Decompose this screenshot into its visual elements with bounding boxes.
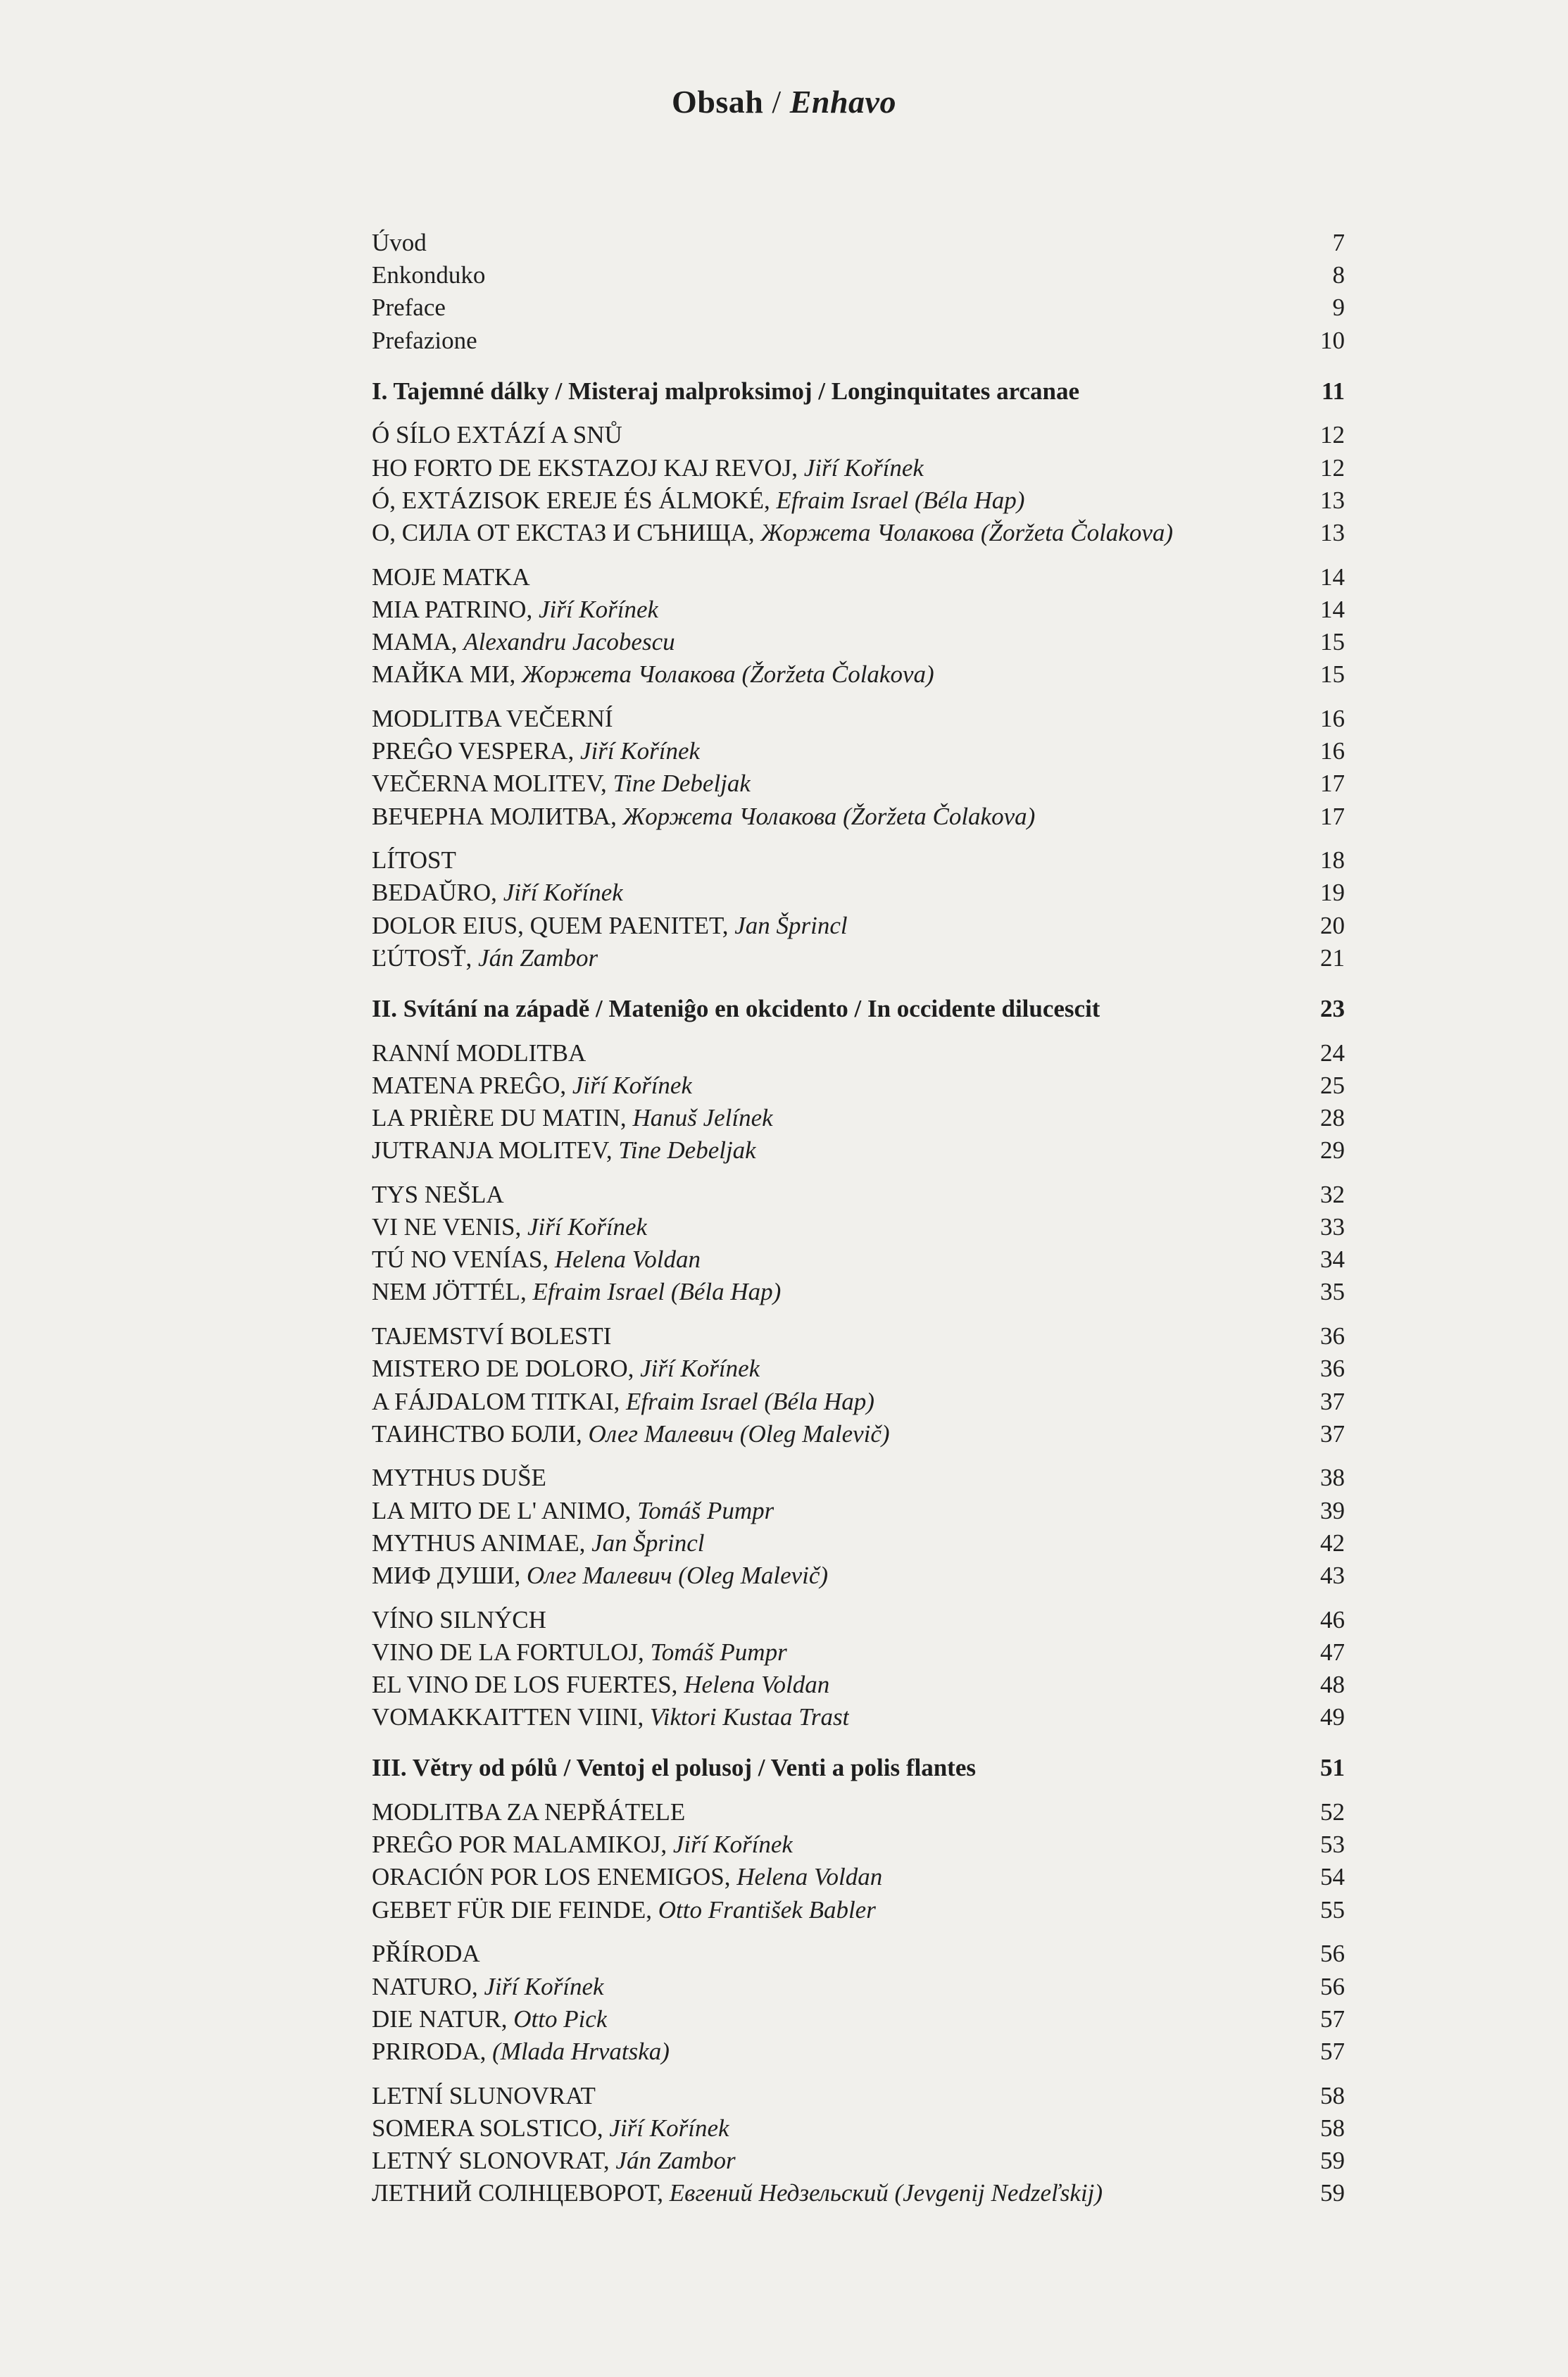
entry-label [372,1179,504,1211]
entry-label [372,325,477,357]
entry-title: ЛЕТНИЙ СОЛНЦЕВОРОТ, [372,2179,670,2207]
section-heading [372,993,1345,1025]
page-number: 53 [1320,1831,1345,1859]
entry-label [372,1211,647,1243]
page-number: 23 [1320,994,1345,1022]
entry-label [372,1070,692,1102]
entry-label [372,703,613,735]
entry-label [372,735,700,767]
toc-entry [372,561,1345,594]
entry-author: Jiří Kořínek [484,1972,604,2000]
entry-label [372,942,598,974]
entry-label [372,1701,849,1733]
toc-entry [372,1560,1345,1592]
toc-entry [372,735,1345,767]
entry-label [372,877,623,909]
page-number: 25 [1320,1071,1345,1099]
entry-label [372,1386,874,1418]
page-number: 24 [1320,1039,1345,1067]
toc-entry [372,1418,1345,1450]
entry-title: VOMAKKAITTEN VIINI, [372,1703,650,1731]
entry-author: Евгений Недзельский (Jevgenij Nedzeľskij) [669,2179,1103,2207]
entry-title: LA PRIÈRE DU MATIN, [372,1104,633,1131]
page-number: 35 [1320,1278,1345,1306]
entry-title: NATURO, [372,1972,484,2000]
entry-title: ĽÚTOSŤ, [372,943,479,972]
entry-label [372,1604,546,1636]
page-number: 17 [1320,802,1345,830]
entry-title: VÍNO SILNÝCH [372,1605,546,1633]
entry-title: ВЕЧЕРНА МОЛИТВА, [372,802,623,830]
entry-label [372,910,848,942]
toc-entry [372,942,1345,974]
entry-author: Ján Zambor [478,943,598,972]
entry-label [372,452,924,484]
toc-entry [372,594,1345,626]
toc-entry [372,1604,1345,1636]
page-number: 37 [1320,1387,1345,1415]
toc-entry [372,626,1345,658]
page-title-main: Obsah [672,84,764,120]
entry-title: TÚ NO VENÍAS, [372,1246,555,1274]
page-number: 36 [1320,1322,1345,1350]
page-number: 34 [1320,1246,1345,1274]
entry-title: DIE NATUR, [372,2005,514,2033]
toc-entry [372,291,1345,324]
entry-author: Alexandru Jacobescu [463,628,675,656]
entry-label [372,259,485,291]
page-number: 13 [1320,486,1345,514]
entry-author: Олег Малевич (Oleg Malevič) [526,1561,829,1589]
page-number: 15 [1320,628,1345,656]
entry-title: Ó, EXTÁZISOK EREJE ÉS ÁLMOKÉ, [372,486,777,514]
spacer [372,974,1345,993]
page-number: 37 [1320,1419,1345,1448]
entry-title: PŘÍRODA [372,1940,480,1968]
toc-entry [372,1527,1345,1560]
page-number: 39 [1320,1496,1345,1524]
entry-label [372,419,622,451]
page-number: 18 [1320,846,1345,874]
spacer [372,2068,1345,2080]
toc-entry [372,1495,1345,1527]
toc-entry [372,2177,1345,2209]
entry-author: Helena Voldan [684,1671,830,1698]
spacer [372,1309,1345,1321]
toc-entry [372,1070,1345,1102]
page-number: 36 [1320,1355,1345,1383]
entry-label [372,1495,774,1527]
toc-entry [372,1701,1345,1733]
section-title [372,993,1100,1025]
entry-title: GEBET FÜR DIE FEINDE, [372,1895,658,1924]
toc-entry [372,1102,1345,1134]
toc-entry [372,844,1345,877]
entry-author: Jiří Kořínek [572,1071,693,1099]
toc-entry [372,2003,1345,2036]
page-number: 59 [1320,2179,1345,2207]
entry-label [372,1276,781,1308]
page-number: 48 [1320,1671,1345,1698]
spacer [372,549,1345,561]
entry-label [372,1938,480,1970]
entry-author: Jiří Kořínek [640,1355,760,1383]
page-number: 28 [1320,1104,1345,1131]
entry-title: JUTRANJA MOLITEV, [372,1136,619,1165]
toc-entry [372,227,1345,259]
entry-title: A FÁJDALOM TITKAI, [372,1387,627,1415]
entry-label [372,2112,729,2145]
entry-title: МАЙКА МИ, [372,660,522,689]
entry-label [372,1636,787,1669]
page-number: 54 [1320,1863,1345,1891]
entry-label [372,291,446,324]
entry-label [372,2036,670,2068]
page-number: 20 [1320,911,1345,939]
page-number: 51 [1320,1754,1345,1782]
page-number: 29 [1320,1136,1345,1165]
entry-author: Jan Šprincl [591,1529,705,1557]
page-number: 49 [1320,1703,1345,1731]
entry-label [372,1243,701,1276]
page-number: 10 [1320,326,1345,354]
page-title [0,83,1568,120]
toc-entry [372,1938,1345,1970]
entry-label [372,1462,546,1494]
entry-title: SOMERA SOLSTICO, [372,2114,610,2142]
entry-label [372,801,1035,833]
page-number: 15 [1320,660,1345,689]
entry-label [372,1669,829,1701]
entry-author: Viktori Kustaa Trast [649,1703,850,1731]
entry-author: Efraim Israel (Béla Hap) [776,486,1025,514]
entry-title: EL VINO DE LOS FUERTES, [372,1671,684,1698]
entry-author: Jiří Kořínek [579,737,701,765]
entry-label [372,1320,611,1353]
entry-author: Jiří Kořínek [672,1831,793,1859]
entry-title: Enkonduko [372,261,486,289]
entry-label [372,1829,793,1861]
toc-entry [372,703,1345,735]
entry-title: DOLOR EIUS, QUEM PAENITET, [372,911,735,939]
entry-title: LA MITO DE L' ANIMO, [372,1496,638,1524]
entry-author: Жоржета Чолакова (Žoržeta Čolakova) [760,519,1174,546]
toc-entry [372,1636,1345,1669]
entry-label [372,594,658,626]
entry-author: Олег Малевич (Oleg Malevič) [588,1419,890,1448]
spacer [372,1167,1345,1179]
page-number: 42 [1320,1529,1345,1557]
entry-title: LETNÝ SLONOVRAT, [372,2146,616,2174]
toc-entry [372,517,1345,549]
entry-title: TAJEMSTVÍ BOLESTI [372,1322,612,1350]
entry-author: Hanuš Jelínek [632,1104,773,1131]
page-title-separator: / [763,84,790,120]
entry-label [372,2080,596,2112]
toc-entry [372,1243,1345,1276]
entry-author: Жоржета Чолакова (Žoržeta Čolakova) [521,660,934,689]
entry-title: MODLITBA ZA NEPŘÁTELE [372,1798,686,1826]
toc-entry [372,1320,1345,1353]
spacer [372,1025,1345,1037]
toc-entry [372,910,1345,942]
page-number: 57 [1320,2037,1345,2065]
page-number: 14 [1320,595,1345,623]
entry-title: Preface [372,294,446,322]
entry-label [372,1796,685,1829]
spacer [372,1592,1345,1604]
entry-label [372,626,675,658]
toc-entry [372,1861,1345,1893]
entry-title: Úvod [372,229,427,256]
entry-title: MYTHUS DUŠE [372,1464,546,1492]
page-number: 8 [1332,261,1345,289]
entry-author: Jan Šprincl [734,911,848,939]
section-title-text: III. Větry od pólů / Ventoj el polusoj / Venti a polis flantes [372,1754,976,1782]
entry-label [372,484,1024,517]
entry-author: Jiří Kořínek [503,879,623,907]
entry-author: Ján Zambor [615,2146,736,2174]
toc-entry [372,1894,1345,1926]
toc-entry [372,1386,1345,1418]
entry-author: (Mlada Hrvatska) [492,2037,670,2065]
entry-author: Otto Pick [513,2005,608,2033]
entry-title: HO FORTO DE EKSTAZOJ KAJ REVOJ, [372,453,804,482]
entry-label [372,1560,828,1592]
entry-title: VINO DE LA FORTULOJ, [372,1638,651,1666]
entry-title: VI NE VENIS, [372,1213,528,1241]
entry-title: МИФ ДУШИ, [372,1561,527,1589]
page-number: 55 [1320,1895,1345,1924]
entry-title: MOJE MATKA [372,563,530,591]
section-title [372,375,1079,408]
entry-author: Helena Voldan [736,1863,883,1891]
entry-label [372,1418,890,1450]
entry-author: Otto František Babler [658,1895,876,1924]
page-number: 59 [1320,2146,1345,2174]
entry-label [372,1134,756,1167]
entry-title: ORACIÓN POR LOS ENEMIGOS, [372,1863,737,1891]
page-number: 21 [1320,943,1345,972]
entry-author: Tine Debeljak [618,1136,756,1165]
entry-title: TYS NEŠLA [372,1180,504,1208]
entry-author: Jiří Kořínek [803,453,924,482]
page-number: 16 [1320,704,1345,732]
page-number: 58 [1320,2081,1345,2109]
entry-label [372,658,934,691]
entry-author: Tomáš Pumpr [637,1496,774,1524]
page-number: 14 [1320,563,1345,591]
table-of-contents [372,227,1345,2209]
entry-author: Tomáš Pumpr [650,1638,787,1666]
entry-title: RANNÍ MODLITBA [372,1039,587,1067]
entry-label [372,1037,586,1070]
page-number: 9 [1332,294,1345,322]
toc-entry [372,801,1345,833]
entry-title: LETNÍ SLUNOVRAT [372,2081,596,2109]
entry-title: Ó SÍLO EXTÁZÍ A SNŮ [372,421,622,449]
toc-entry [372,1134,1345,1167]
entry-author: Жоржета Чолакова (Žoržeta Čolakova) [622,802,1036,830]
page-number: 38 [1320,1464,1345,1492]
page-number: 17 [1320,770,1345,798]
section-heading [372,375,1345,408]
spacer [372,1733,1345,1752]
entry-author: Efraim Israel (Béla Hap) [626,1387,874,1415]
page-number: 57 [1320,2005,1345,2033]
toc-entry [372,259,1345,291]
toc-entry [372,2112,1345,2145]
entry-title: О, СИЛА ОТ ЕКСТАЗ И СЪНИЩА, [372,519,761,546]
entry-label [372,1894,876,1926]
entry-title: ТАИНСТВО БОЛИ, [372,1419,589,1448]
entry-title: MATENA PREĜO, [372,1071,572,1099]
page-number: 12 [1320,421,1345,449]
entry-title: PREĜO POR MALAMIKOJ, [372,1831,673,1859]
entry-title: MISTERO DE DOLORO, [372,1355,641,1383]
entry-label [372,1861,882,1893]
entry-author: Helena Voldan [554,1246,701,1274]
entry-author: Jiří Kořínek [538,595,659,623]
toc-entry [372,484,1345,517]
toc-entry [372,767,1345,800]
page-number: 47 [1320,1638,1345,1666]
page-number: 12 [1320,453,1345,482]
page-number: 58 [1320,2114,1345,2142]
toc-entry [372,1353,1345,1385]
toc-entry [372,1829,1345,1861]
toc-entry [372,2145,1345,2177]
page-number: 52 [1320,1798,1345,1826]
toc-entry [372,877,1345,909]
entry-label [372,517,1173,549]
spacer [372,1785,1345,1797]
entry-author: Efraim Israel (Béla Hap) [532,1278,782,1306]
spacer [372,691,1345,703]
entry-author: Jiří Kořínek [527,1213,648,1241]
entry-title: MIA PATRINO, [372,595,539,623]
toc-entry [372,452,1345,484]
toc-entry [372,2036,1345,2068]
page-number: 16 [1320,737,1345,765]
page-number: 11 [1321,377,1345,405]
entry-title: MODLITBA VEČERNÍ [372,704,613,732]
page-number: 33 [1320,1213,1345,1241]
entry-label [372,767,751,800]
entry-author: Jiří Kořínek [609,2114,729,2142]
page-number: 7 [1332,229,1345,256]
entry-title: VEČERNA MOLITEV, [372,770,613,798]
entry-title: PREĜO VESPERA, [372,737,580,765]
spacer [372,357,1345,375]
page-number: 43 [1320,1561,1345,1589]
page-number: 13 [1320,519,1345,546]
toc-entry [372,1796,1345,1829]
toc-entry [372,2080,1345,2112]
toc-entry [372,1971,1345,2003]
spacer [372,408,1345,420]
toc-entry [372,658,1345,691]
entry-label [372,1102,773,1134]
entry-title: NEM JÖTTÉL, [372,1278,533,1306]
toc-entry [372,1037,1345,1070]
toc-entry [372,1276,1345,1308]
spacer [372,1450,1345,1462]
page-number: 46 [1320,1605,1345,1633]
toc-entry [372,419,1345,451]
entry-title: PRIRODA, [372,2037,493,2065]
entry-label [372,2145,736,2177]
entry-title: BEDAŬRO, [372,879,503,907]
entry-label [372,844,456,877]
entry-label [372,1527,705,1560]
page-number: 56 [1320,1972,1345,2000]
entry-label [372,1971,604,2003]
toc-entry [372,325,1345,357]
toc-entry [372,1462,1345,1494]
entry-title: MAMA, [372,628,464,656]
section-heading [372,1752,1345,1784]
spacer [372,1926,1345,1938]
entry-title: MYTHUS ANIMAE, [372,1529,592,1557]
entry-label [372,2003,607,2036]
page-number: 56 [1320,1940,1345,1968]
page-number: 32 [1320,1180,1345,1208]
toc-entry [372,1669,1345,1701]
entry-title: Prefazione [372,326,477,354]
entry-author: Tine Debeljak [613,770,751,798]
entry-label [372,227,427,259]
section-title-text: I. Tajemné dálky / Misteraj malproksimoj / Longinquitates arcanae [372,377,1080,405]
entry-label [372,561,530,594]
page-number: 19 [1320,879,1345,907]
toc-entry [372,1179,1345,1211]
page-title-alt: Enhavo [789,84,896,120]
entry-label [372,2177,1103,2209]
entry-title: LÍTOST [372,846,456,874]
entry-label [372,1353,760,1385]
toc-entry [372,1211,1345,1243]
section-title [372,1752,976,1784]
section-title-text: II. Svítání na západě / Mateniĝo en okcidento / In occidente dilucescit [372,994,1100,1022]
spacer [372,833,1345,845]
